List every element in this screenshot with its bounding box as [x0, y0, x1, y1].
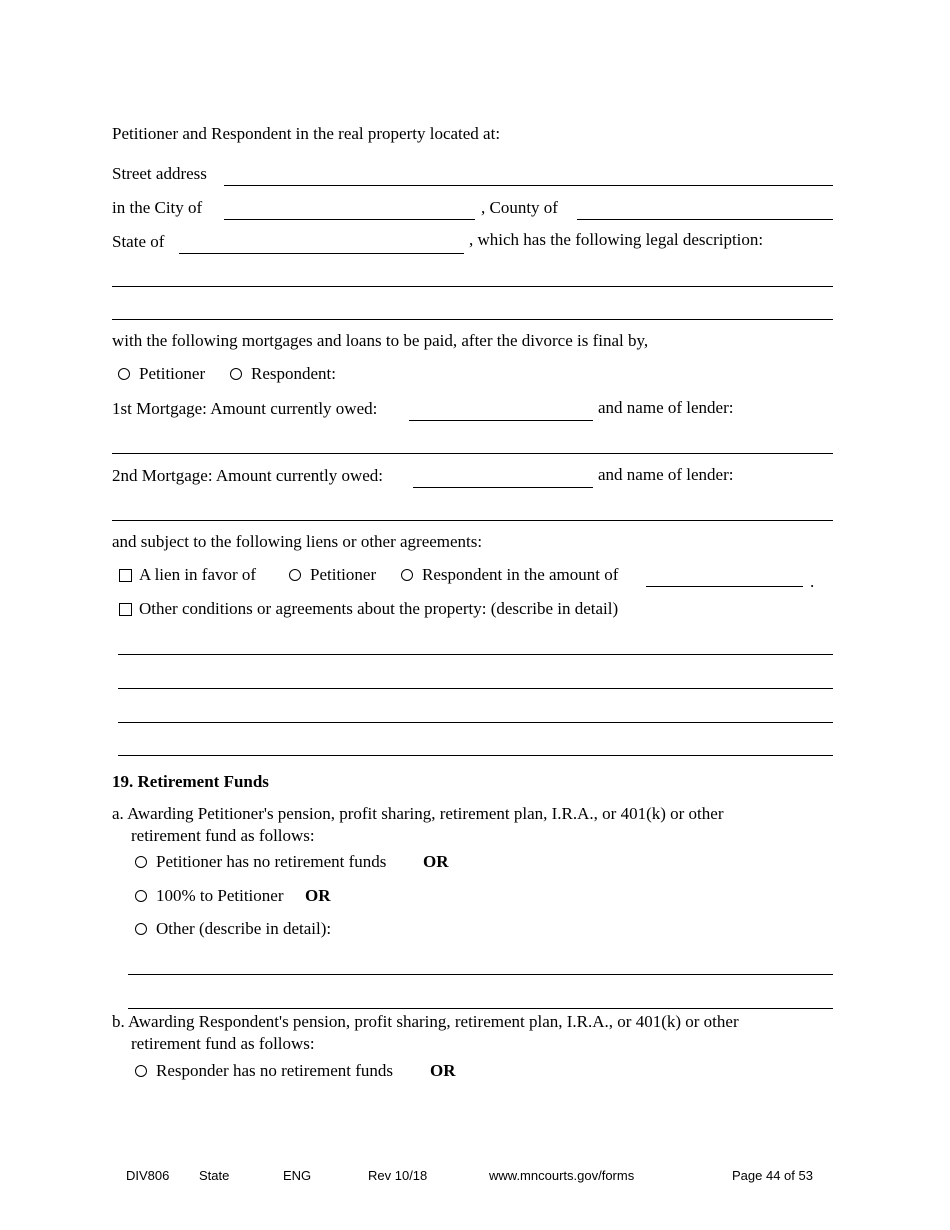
a-other-line-2[interactable] [128, 1008, 833, 1009]
first-mortgage-amount-field[interactable] [409, 420, 593, 421]
first-mortgage-lender-label: and name of lender: [598, 398, 734, 417]
county-label: , County of [481, 198, 558, 217]
paid-by-respondent-label: Respondent: [251, 364, 336, 383]
lien-checkbox[interactable] [119, 569, 132, 582]
first-mortgage-label: 1st Mortgage: Amount currently owed: [112, 399, 378, 418]
footer-page-number: Page 44 of 53 [732, 1168, 813, 1183]
a-no-funds-label: Petitioner has no retirement funds [156, 852, 387, 871]
footer-form-id: DIV806 [126, 1168, 170, 1183]
state-field[interactable] [179, 253, 464, 254]
footer-language: ENG [283, 1168, 312, 1183]
other-conditions-label: Other conditions or agreements about the property: (describe in detail) [139, 599, 619, 618]
legal-description-line-1[interactable] [112, 286, 833, 287]
lien-respondent-radio[interactable] [401, 569, 413, 581]
property-intro: Petitioner and Respondent in the real property located at: [112, 124, 501, 143]
footer-revision: Rev 10/18 [368, 1168, 428, 1183]
second-mortgage-lender-field[interactable] [112, 520, 833, 521]
a-or-2: OR [305, 886, 331, 905]
retirement-b-text-2: retirement fund as follows: [131, 1034, 315, 1053]
second-mortgage-amount-field[interactable] [413, 487, 593, 488]
second-mortgage-label: 2nd Mortgage: Amount currently owed: [112, 466, 384, 485]
other-conditions-line-3[interactable] [118, 722, 833, 723]
lien-respondent-label: Respondent in the amount of [422, 565, 619, 584]
a-other-label: Other (describe in detail): [156, 919, 332, 938]
other-conditions-checkbox[interactable] [119, 603, 132, 616]
legal-description-label: , which has the following legal description: [469, 230, 764, 249]
lien-petitioner-label: Petitioner [310, 565, 377, 584]
retirement-a-text-1: a. Awarding Petitioner's pension, profit sharing, retirement plan, I.R.A., or 401(k) or other [112, 804, 724, 823]
b-no-funds-radio[interactable] [135, 1065, 147, 1077]
legal-description-line-2[interactable] [112, 319, 833, 320]
b-no-funds-label: Responder has no retirement funds [156, 1061, 393, 1080]
county-field[interactable] [577, 219, 833, 220]
other-conditions-line-2[interactable] [118, 688, 833, 689]
footer-website[interactable]: www.mncourts.gov/forms [489, 1168, 635, 1183]
city-field[interactable] [224, 219, 475, 220]
second-mortgage-lender-label: and name of lender: [598, 465, 734, 484]
a-100-percent-label: 100% to Petitioner [156, 886, 284, 905]
street-address-field[interactable] [224, 185, 833, 186]
city-label: in the City of [112, 198, 203, 217]
paid-by-petitioner-label: Petitioner [139, 364, 206, 383]
a-100-percent-radio[interactable] [135, 890, 147, 902]
a-other-radio[interactable] [135, 923, 147, 935]
paid-by-petitioner-radio[interactable] [118, 368, 130, 380]
lien-label: A lien in favor of [139, 565, 257, 584]
liens-intro: and subject to the following liens or other agreements: [112, 532, 483, 551]
other-conditions-line-1[interactable] [118, 654, 833, 655]
retirement-b-text-1: b. Awarding Respondent's pension, profit sharing, retirement plan, I.R.A., or 401(k) or other [112, 1012, 739, 1031]
a-other-line-1[interactable] [128, 974, 833, 975]
first-mortgage-lender-field[interactable] [112, 453, 833, 454]
state-label: State of [112, 232, 165, 251]
street-address-label: Street address [112, 164, 207, 183]
lien-petitioner-radio[interactable] [289, 569, 301, 581]
footer-jurisdiction: State [199, 1168, 230, 1183]
a-or-1: OR [423, 852, 449, 871]
lien-period: . [810, 572, 815, 591]
b-or-1: OR [430, 1061, 456, 1080]
paid-by-respondent-radio[interactable] [230, 368, 242, 380]
retirement-heading: 19. Retirement Funds [112, 772, 269, 791]
other-conditions-line-4[interactable] [118, 755, 833, 756]
retirement-a-text-2: retirement fund as follows: [131, 826, 315, 845]
a-no-funds-radio[interactable] [135, 856, 147, 868]
lien-amount-field[interactable] [646, 586, 803, 587]
mortgages-intro: with the following mortgages and loans to be paid, after the divorce is final by, [112, 331, 649, 350]
